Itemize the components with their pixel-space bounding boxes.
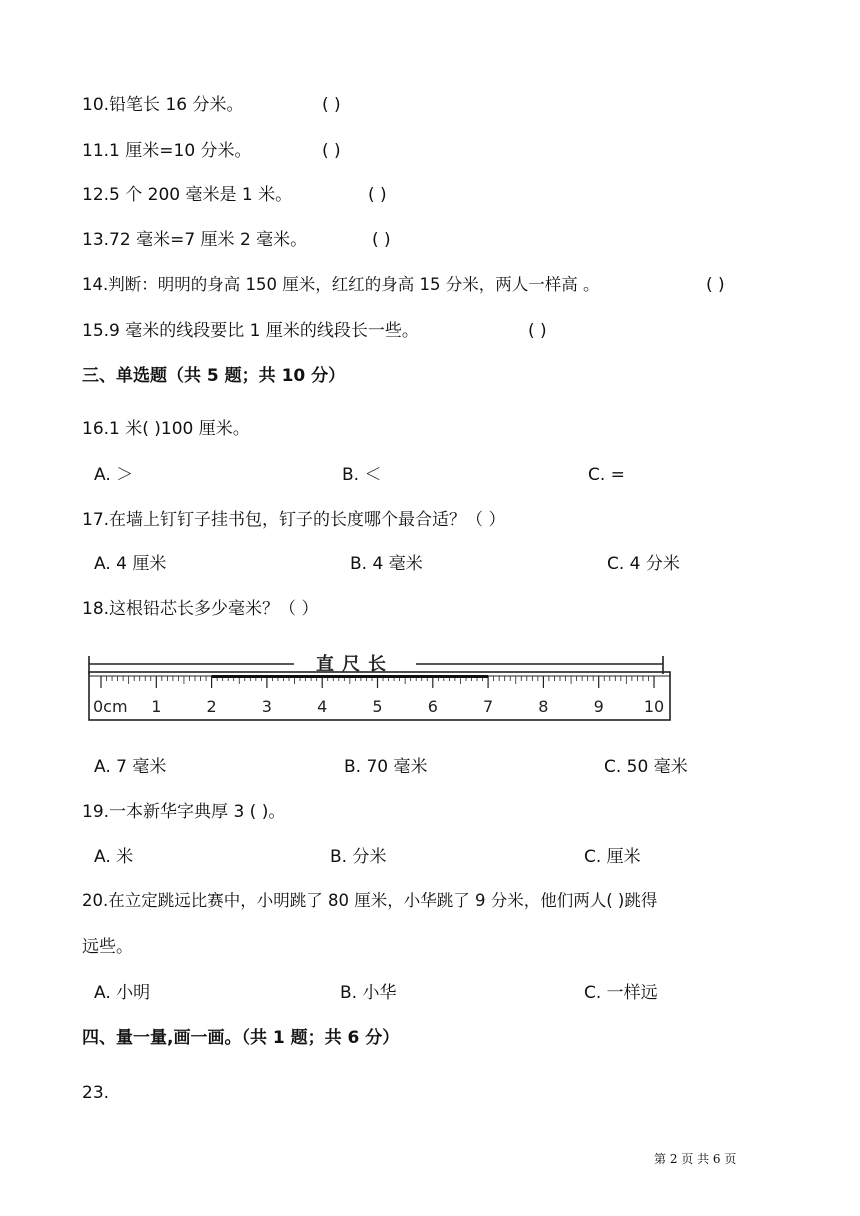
question-13: 13.72 毫米=7 厘米 2 毫米。 [82, 230, 308, 250]
pencil-lead [212, 675, 489, 678]
ruler-label: 1 [151, 697, 162, 716]
option-20-b[interactable]: B. 小华 [340, 983, 397, 1003]
ruler-label: 9 [593, 697, 604, 716]
question-12: 12.5 个 200 毫米是 1 米。 [82, 185, 293, 205]
question-20-line-1: 20.在立定跳远比赛中，小明跳了 80 厘米，小华跳了 9 分米，他们两人( )跳得 [82, 891, 658, 910]
question-18: 18.这根铅芯长多少毫米？（ ） [82, 599, 319, 619]
option-20-a[interactable]: A. 小明 [94, 983, 151, 1003]
question-15: 15.9 毫米的线段要比 1 厘米的线段长一些。 [82, 321, 419, 341]
option-19-a[interactable]: A. 米 [94, 847, 134, 867]
answer-blank-14[interactable]: ( ) [706, 275, 725, 295]
ruler-label: 10 [643, 697, 665, 716]
ruler-label: 3 [261, 697, 272, 716]
ruler-label: 0cm [93, 697, 128, 716]
option-19-c[interactable]: C. 厘米 [584, 847, 641, 867]
option-16-b[interactable]: B. ＜ [342, 465, 382, 485]
option-16-a[interactable]: A. ＞ [94, 465, 134, 485]
question-19: 19.一本新华字典厚 3 ( )。 [82, 802, 286, 822]
ruler-label: 5 [372, 697, 383, 716]
option-17-b[interactable]: B. 4 毫米 [350, 554, 423, 574]
ruler-label: 6 [427, 697, 438, 716]
option-17-c[interactable]: C. 4 分米 [607, 554, 680, 574]
answer-blank-11[interactable]: ( ) [322, 141, 341, 161]
answer-blank-10[interactable]: ( ) [322, 95, 341, 115]
question-20-line-2: 远些。 [82, 937, 133, 957]
ruler-figure [86, 652, 674, 724]
option-16-c[interactable]: C. = [588, 465, 625, 485]
question-14: 14.判断：明明的身高 150 厘米，红红的身高 15 分米，两人一样高 。 [82, 275, 600, 294]
section-4-title: 四、量一量,画一画。（共 1 题；共 6 分） [82, 1028, 400, 1048]
option-20-c[interactable]: C. 一样远 [584, 983, 658, 1003]
page-footer: 第 2 页 共 6 页 [654, 1152, 737, 1166]
ruler-label: 4 [317, 697, 328, 716]
option-18-c[interactable]: C. 50 毫米 [604, 757, 688, 777]
answer-blank-15[interactable]: ( ) [528, 321, 547, 341]
ruler-label: 2 [206, 697, 217, 716]
section-3-title: 三、单选题（共 5 题；共 10 分） [82, 366, 346, 386]
question-23: 23. [82, 1083, 110, 1103]
question-17: 17.在墙上钉钉子挂书包，钉子的长度哪个最合适？（ ） [82, 510, 506, 530]
answer-blank-13[interactable]: ( ) [372, 230, 391, 250]
question-16: 16.1 米( )100 厘米。 [82, 419, 250, 439]
option-18-b[interactable]: B. 70 毫米 [344, 757, 428, 777]
question-10: 10.铅笔长 16 分米。 [82, 95, 244, 115]
option-17-a[interactable]: A. 4 厘米 [94, 554, 167, 574]
option-19-b[interactable]: B. 分米 [330, 847, 387, 867]
question-11: 11.1 厘米=10 分米。 [82, 141, 252, 161]
option-18-a[interactable]: A. 7 毫米 [94, 757, 167, 777]
ruler-label: 8 [538, 697, 549, 716]
ruler-label: 7 [483, 697, 494, 716]
ruler-title: 直尺长 [316, 654, 394, 675]
answer-blank-12[interactable]: ( ) [368, 185, 387, 205]
